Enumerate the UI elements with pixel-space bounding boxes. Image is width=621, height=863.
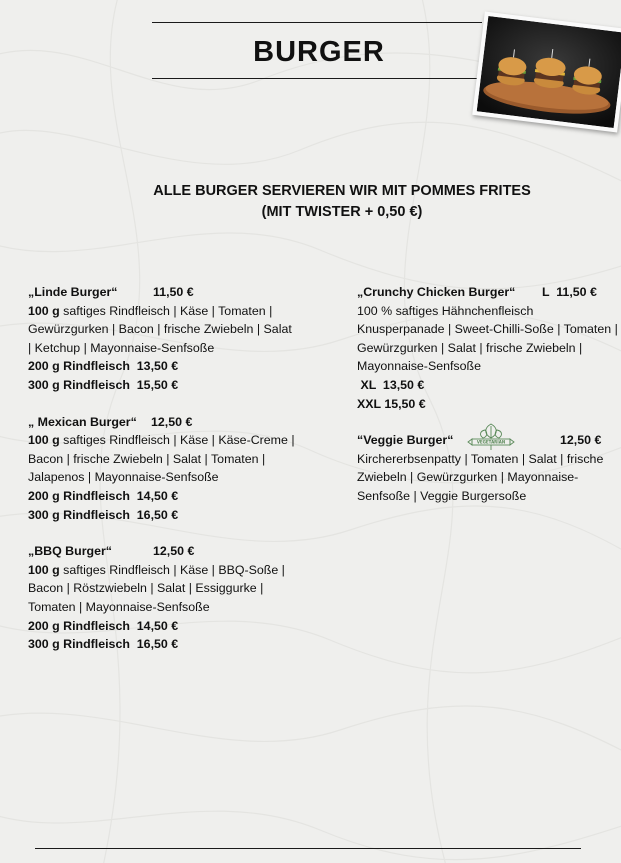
title-rule-top <box>152 22 482 23</box>
item-name: „ Mexican Burger“ <box>28 414 137 429</box>
menu-column-left <box>28 283 298 672</box>
item-option-200g: 200 g Rindfleisch 14,50 € <box>28 618 179 633</box>
title-rule-bottom <box>152 78 482 79</box>
item-description: Kirchererbsenpatty | Tomaten | Salat | frische Zwiebeln | Gewürzgurken | Mayonnaise-Senfsoße | Veggie Burgersoße <box>357 451 604 503</box>
item-weight: 100 g <box>28 433 60 448</box>
burger-photo <box>472 11 621 132</box>
menu-item-veggie-burger <box>357 431 619 505</box>
item-price: L 11,50 € <box>542 285 597 299</box>
item-ingredients: saftiges Rindfleisch | Käse | Käse-Creme | Bacon | frische Zwiebeln | Salat | Tomaten | Jalapenos | Mayonnaise-Senfsoße <box>28 433 295 485</box>
badge-label: VEGETARIAN <box>476 439 506 445</box>
item-description <box>28 431 298 487</box>
notice-line-2: (MIT TWISTER + 0,50 €) <box>261 204 423 220</box>
item-weight: 100 g <box>28 562 60 577</box>
item-ingredients: saftiges Rindfleisch | Käse | Tomaten | Gewürzgurken | Bacon | frische Zwiebeln | Salat | Ketchup | Mayonnaise-Senfsoße <box>28 303 292 355</box>
item-name: „Crunchy Chicken Burger“ <box>357 285 516 299</box>
menu-item-bbq-burger <box>28 542 298 654</box>
item-description <box>28 302 298 358</box>
menu-column-right <box>357 283 619 524</box>
footer-rule <box>35 848 581 849</box>
item-name: „Linde Burger“ <box>28 285 118 299</box>
item-description <box>28 561 298 617</box>
item-description: 100 % saftiges Hähnchenfleisch Knusperpanade | Sweet-Chilli-Soße | Tomaten | Gewürzgurken | Salat | frische Zwiebeln | Mayonnaise-Senfsoße <box>357 303 618 374</box>
page-title: BURGER <box>253 36 385 68</box>
item-option-300g: 300 g Rindfleisch 15,50 € <box>28 377 179 392</box>
item-price: 11,50 € <box>153 285 194 299</box>
menu-item-linde-burger <box>28 283 298 395</box>
item-price: 12,50 € <box>151 414 193 429</box>
item-option-300g: 300 g Rindfleisch 16,50 € <box>28 507 179 522</box>
fries-notice <box>60 181 621 223</box>
item-price: 12,50 € <box>153 544 195 559</box>
item-option-200g: 200 g Rindfleisch 13,50 € <box>28 359 179 374</box>
menu-item-crunchy-chicken-burger <box>357 283 619 413</box>
leaf-icon <box>466 422 516 452</box>
notice-line-1: ALLE BURGER SERVIEREN WIR MIT POMMES FRITES <box>153 183 531 199</box>
item-price: 12,50 € <box>560 433 602 448</box>
item-option-300g: 300 g Rindfleisch 16,50 € <box>28 637 179 652</box>
item-weight: 100 g <box>28 303 60 318</box>
item-option-xxl: XXL 15,50 € <box>357 396 426 411</box>
item-ingredients: saftiges Rindfleisch | Käse | BBQ-Soße | Bacon | Röstzwiebeln | Salat | Essiggurke | Tomaten | Mayonnaise-Senfsoße <box>28 562 285 614</box>
item-name: “Veggie Burger“ <box>357 433 454 448</box>
item-option-xl: XL 13,50 € <box>357 377 425 392</box>
item-option-200g: 200 g Rindfleisch 14,50 € <box>28 488 179 503</box>
vegetarian-badge <box>466 422 516 452</box>
item-name: „BBQ Burger“ <box>28 544 112 559</box>
menu-item-mexican-burger <box>28 413 298 525</box>
